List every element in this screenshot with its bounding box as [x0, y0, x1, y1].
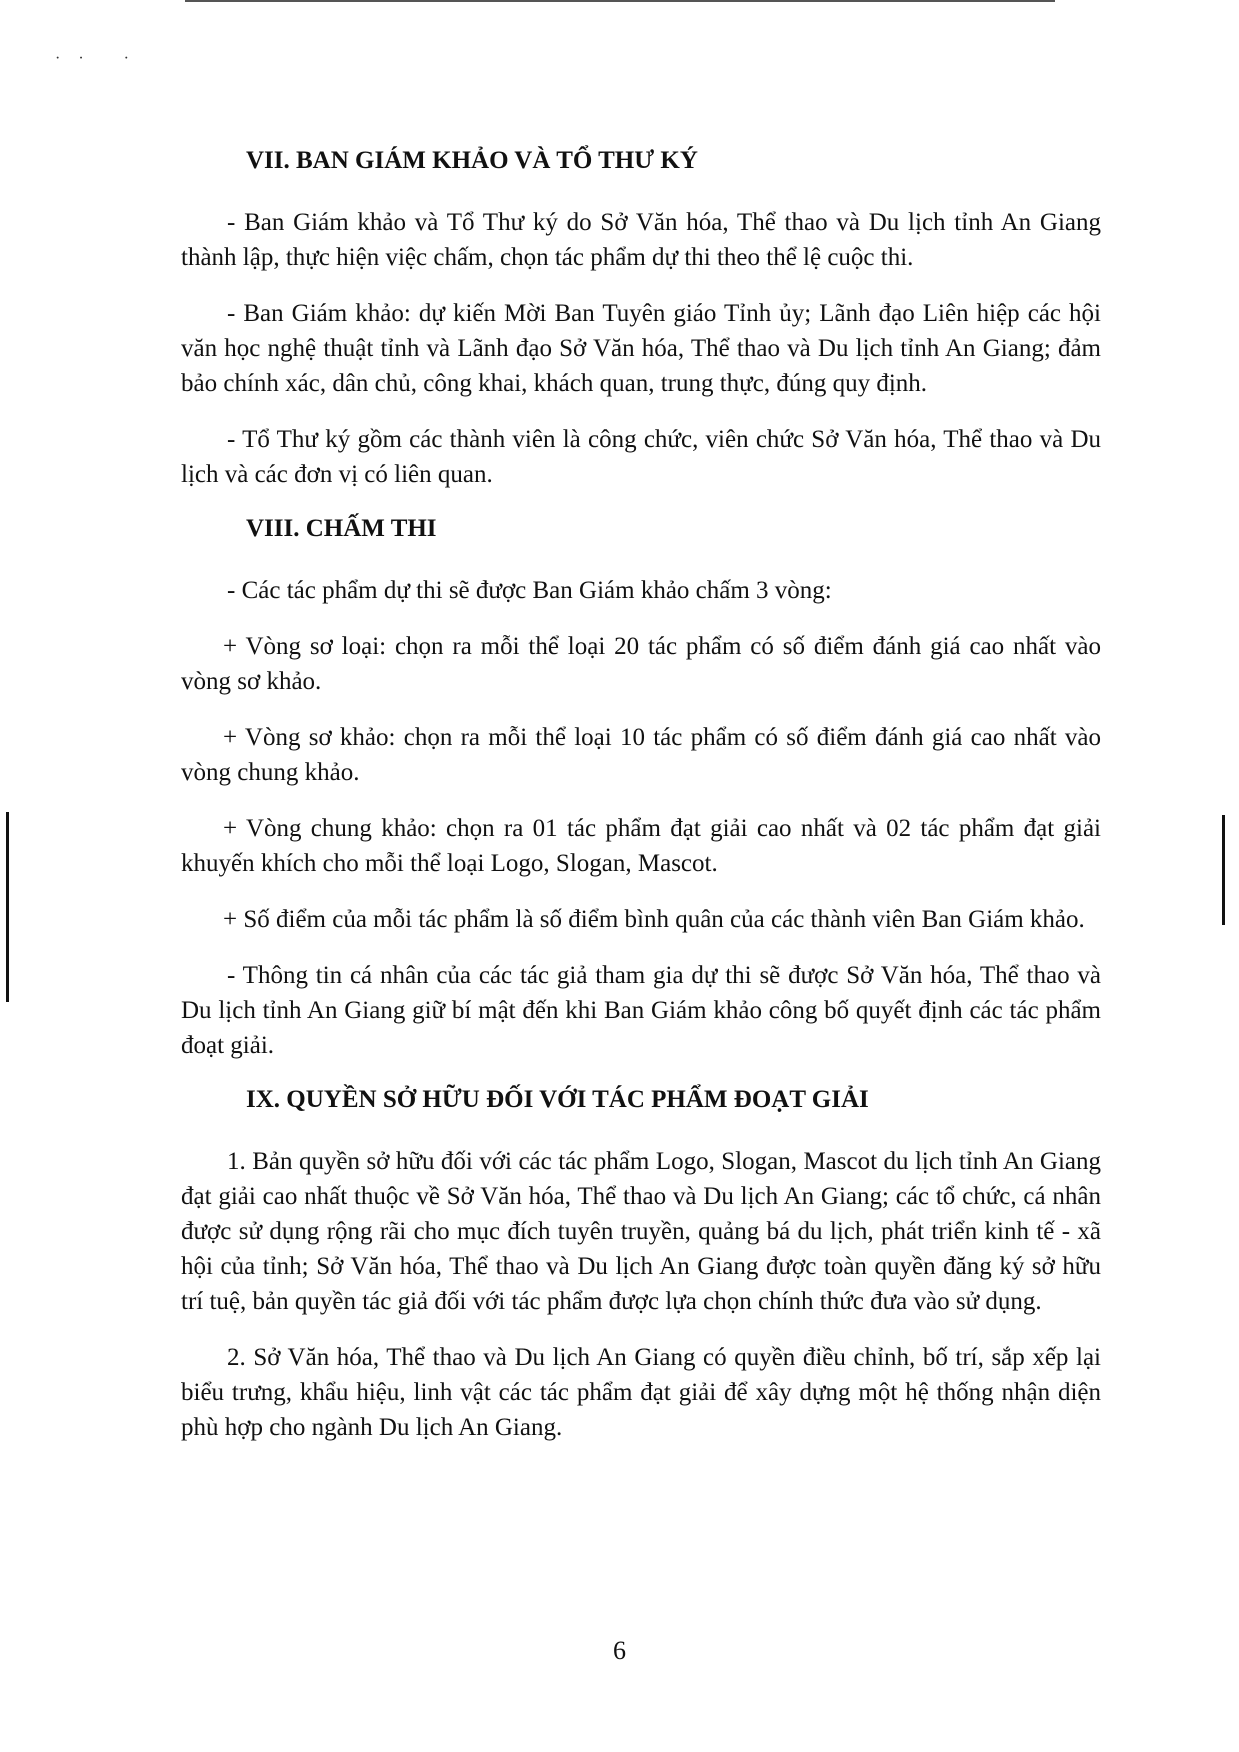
paragraph: 2. Sở Văn hóa, Thể thao và Du lịch An Giang có quyền điều chỉnh, bố trí, sắp xếp lại biểu trưng, khẩu hiệu, linh vật các tác phẩm đạt giải để xây dựng một hệ thống nhận diện phù hợp cho ngành Du lịch An Giang.	[181, 1344, 1101, 1441]
paragraph: - Ban Giám khảo và Tổ Thư ký do Sở Văn hóa, Thể thao và Du lịch tỉnh An Giang thành lập, thực hiện việc chấm, chọn tác phẩm dự thi theo thể lệ cuộc thi.	[181, 209, 1101, 271]
paragraph: + Số điểm của mỗi tác phẩm là số điểm bình quân của các thành viên Ban Giám khảo.	[223, 906, 1085, 933]
section-vii	[181, 145, 1101, 492]
document-page	[181, 145, 1101, 1466]
section-title: VIII. CHẤM THI	[246, 515, 437, 542]
paragraph: - Ban Giám khảo: dự kiến Mời Ban Tuyên giáo Tỉnh ủy; Lãnh đạo Liên hiệp các hội văn học nghệ thuật tỉnh và Lãnh đạo Sở Văn hóa, Thể thao và Du lịch tỉnh An Giang; đảm bảo chính xác, dân chủ, công khai, khách quan, trung thực, đúng quy định.	[181, 300, 1101, 397]
section-title: IX. QUYỀN SỞ HỮU ĐỐI VỚI TÁC PHẨM ĐOẠT GIẢI	[246, 1086, 869, 1113]
paragraph: - Thông tin cá nhân của các tác giả tham gia dự thi sẽ được Sở Văn hóa, Thể thao và Du lịch tỉnh An Giang giữ bí mật đến khi Ban Giám khảo công bố quyết định các tác phẩm đoạt giải.	[181, 962, 1101, 1059]
top-edge-rule	[185, 0, 1055, 2]
section-ix	[181, 1084, 1101, 1445]
section-title: VII. BAN GIÁM KHẢO VÀ TỔ THƯ KÝ	[246, 147, 698, 174]
paragraph: + Vòng sơ loại: chọn ra mỗi thể loại 20 tác phẩm có số điểm đánh giá cao nhất vào vòng sơ khảo.	[181, 633, 1101, 695]
paragraph: - Các tác phẩm dự thi sẽ được Ban Giám khảo chấm 3 vòng:	[227, 577, 832, 604]
paragraph: + Vòng chung khảo: chọn ra 01 tác phẩm đạt giải cao nhất và 02 tác phẩm đạt giải khuyến khích cho mỗi thể loại Logo, Slogan, Mascot.	[181, 815, 1101, 877]
left-margin-scan-mark	[6, 812, 9, 1002]
paragraph: 1. Bản quyền sở hữu đối với các tác phẩm Logo, Slogan, Mascot du lịch tỉnh An Giang đạt giải cao nhất thuộc về Sở Văn hóa, Thể thao và Du lịch An Giang; các tổ chức, cá nhân được sử dụng rộng rãi cho mục đích tuyên truyền, quảng bá du lịch, phát triển kinh tế - xã hội của tỉnh; Sở Văn hóa, Thể thao và Du lịch An Giang được toàn quyền đăng ký sở hữu trí tuệ, bản quyền tác giả đối với tác phẩm được lựa chọn chính thức đưa vào sử dụng.	[181, 1148, 1101, 1315]
page-number: 6	[613, 1636, 626, 1665]
paragraph: - Tổ Thư ký gồm các thành viên là công chức, viên chức Sở Văn hóa, Thể thao và Du lịch và các đơn vị có liên quan.	[181, 426, 1101, 488]
paragraph: + Vòng sơ khảo: chọn ra mỗi thể loại 10 tác phẩm có số điểm đánh giá cao nhất vào vòng chung khảo.	[181, 724, 1101, 786]
section-viii	[181, 513, 1101, 1063]
right-margin-scan-mark	[1222, 815, 1225, 925]
scan-artifact-dots: ·· ·	[55, 50, 147, 67]
